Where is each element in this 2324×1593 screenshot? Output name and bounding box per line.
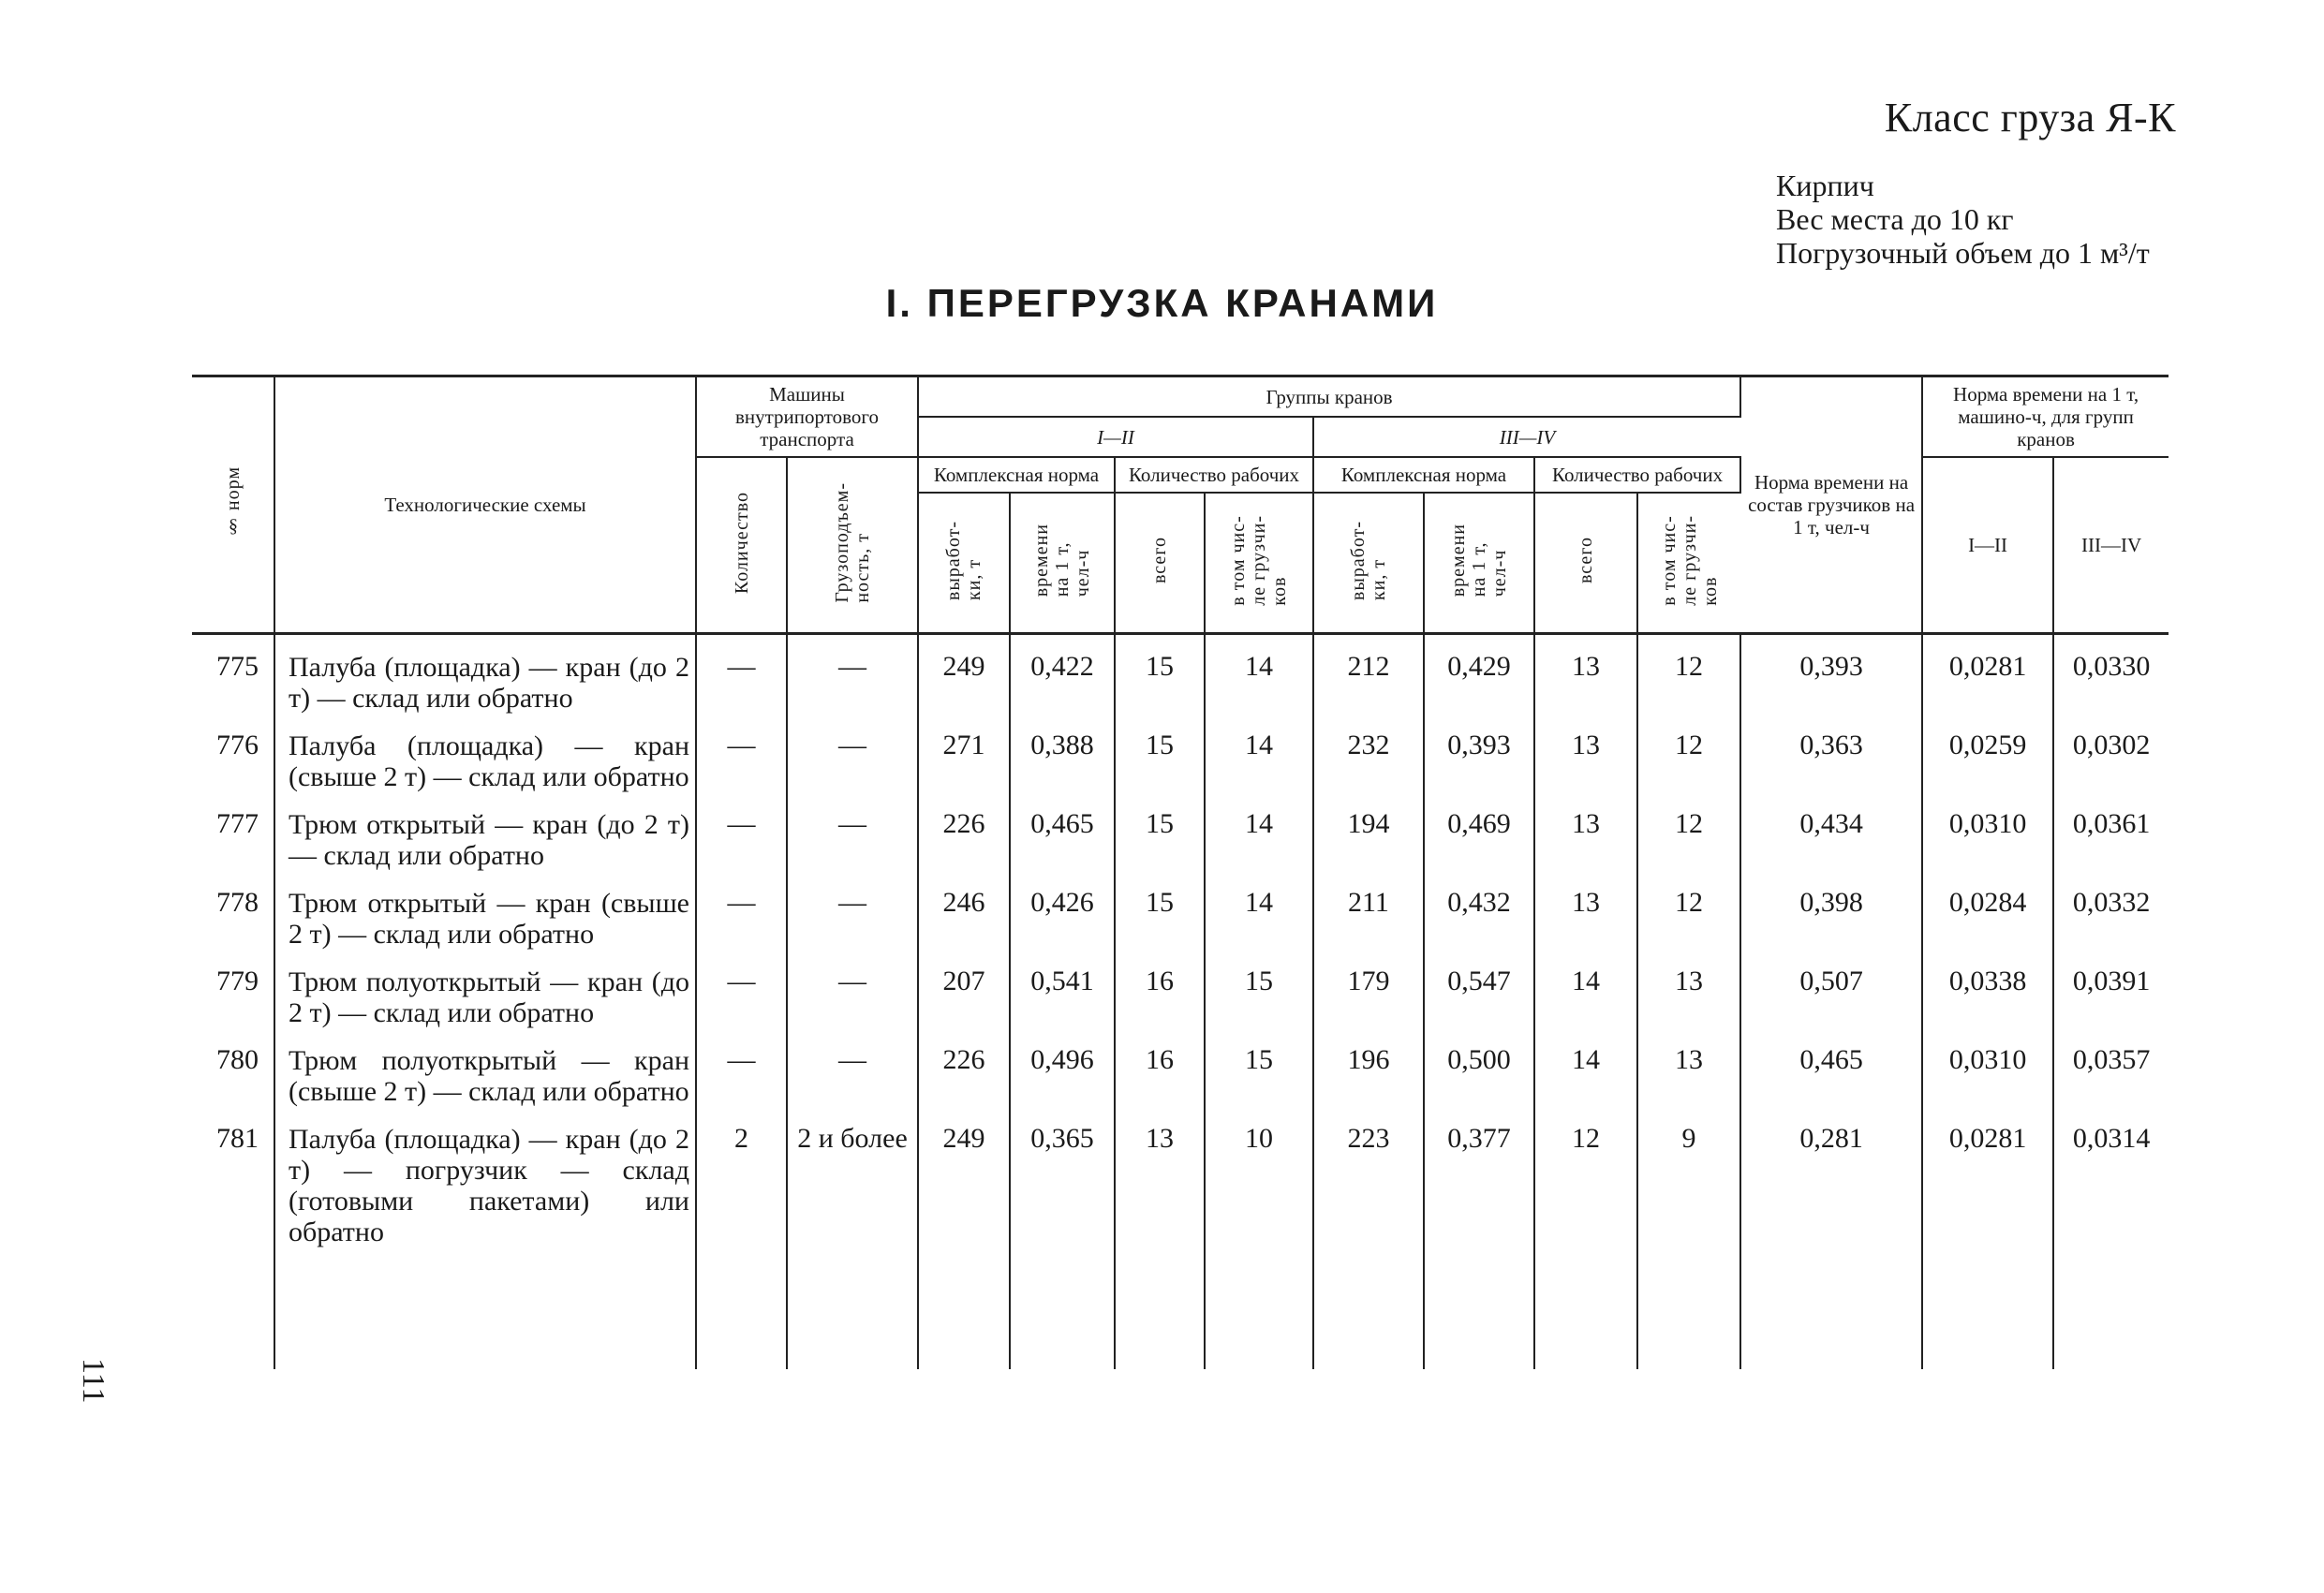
filler-cell	[1637, 1247, 1740, 1369]
cell-loaders-3-4: 12	[1637, 714, 1740, 792]
cell-time-1-2: 0,426	[1010, 871, 1115, 950]
cell-norm-no: 777	[192, 792, 274, 871]
header-loaders-3-4: в том чис- ле грузчи- ков	[1637, 493, 1740, 633]
cell-crew-norm: 0,393	[1740, 633, 1922, 714]
cell-capacity: —	[787, 792, 918, 871]
cell-norm-no: 780	[192, 1028, 274, 1107]
header-loaders-1-2: в том чис- ле грузчи- ков	[1205, 493, 1313, 633]
cell-scheme: Палуба (площадка) — кран (свыше 2 т) — склад или обратно	[274, 714, 696, 792]
page-number: 111	[76, 1358, 111, 1404]
cell-output-1-2: 226	[918, 792, 1010, 871]
cell-total-3-4: 13	[1534, 714, 1637, 792]
cell-total-1-2: 16	[1115, 950, 1205, 1028]
header-complex-norm-3-4: Комплексная норма	[1313, 457, 1534, 493]
filler-cell	[1010, 1247, 1115, 1369]
cell-total-3-4: 14	[1534, 1028, 1637, 1107]
header-crane-groups: Группы кранов	[918, 376, 1740, 418]
cell-scheme: Палуба (площадка) — кран (до 2 т) — склад или обратно	[274, 633, 696, 714]
norms-table-wrapper	[192, 375, 2169, 1369]
cell-qty: —	[696, 714, 787, 792]
cell-loaders-1-2: 14	[1205, 633, 1313, 714]
cell-time-3-4: 0,377	[1424, 1107, 1534, 1247]
cell-output-3-4: 223	[1313, 1107, 1424, 1247]
cell-time-3-4: 0,547	[1424, 950, 1534, 1028]
cell-capacity: —	[787, 1028, 918, 1107]
header-output-1-2: выработ- ки, т	[918, 493, 1010, 633]
cell-crew-norm: 0,434	[1740, 792, 1922, 871]
filler-cell	[1424, 1247, 1534, 1369]
cell-output-1-2: 246	[918, 871, 1010, 950]
header-crew-time-norm: Норма времени на состав грузчиков на 1 т, чел-ч	[1740, 376, 1922, 634]
cell-loaders-1-2: 14	[1205, 871, 1313, 950]
cell-time-3-4: 0,432	[1424, 871, 1534, 950]
cell-qty: 2	[696, 1107, 787, 1247]
cell-total-1-2: 16	[1115, 1028, 1205, 1107]
cell-mt-3-4: 0,0314	[2072, 1122, 2151, 1154]
cell-mt-1-2: 0,0281	[1922, 633, 2053, 714]
header-machines-qty: Количество	[696, 457, 787, 633]
cargo-volume: Погрузочный объем до 1 м³/т	[1776, 236, 2150, 270]
cell-mt-3-4: 0,0361	[2072, 807, 2151, 839]
table-row	[192, 871, 2169, 950]
header-group-3-4: III—IV	[1313, 417, 1740, 457]
cell-time-1-2: 0,365	[1010, 1107, 1115, 1247]
cell-loaders-3-4: 13	[1637, 950, 1740, 1028]
cell-total-3-4: 12	[1534, 1107, 1637, 1247]
cell-loaders-1-2: 14	[1205, 792, 1313, 871]
cell-total-3-4: 14	[1534, 950, 1637, 1028]
cell-mt-1-2: 0,0284	[1922, 871, 2053, 950]
cargo-weight: Вес места до 10 кг	[1776, 202, 2014, 236]
cell-output-3-4: 212	[1313, 633, 1424, 714]
cell-norm-no: 779	[192, 950, 274, 1028]
cell-mt-1-2: 0,0259	[1922, 714, 2053, 792]
header-machines: Машины внутрипортового транспорта	[696, 376, 918, 458]
cell-norm-no: 775	[192, 633, 274, 714]
cell-loaders-3-4: 9	[1637, 1107, 1740, 1247]
cell-capacity: —	[787, 871, 918, 950]
header-time-1-2: времени на 1 т, чел-ч	[1010, 493, 1115, 633]
cell-time-1-2: 0,388	[1010, 714, 1115, 792]
filler-cell	[2053, 1247, 2169, 1369]
cell-mt-3-4: 0,0332	[2072, 886, 2151, 918]
cell-output-3-4: 232	[1313, 714, 1424, 792]
header-group-1-2: I—II	[918, 417, 1313, 457]
cell-loaders-3-4: 12	[1637, 871, 1740, 950]
cell-mt-3-4: 0,0357	[2072, 1043, 2151, 1075]
cell-total-3-4: 13	[1534, 792, 1637, 871]
cell-time-1-2: 0,496	[1010, 1028, 1115, 1107]
header-output-3-4: выработ- ки, т	[1313, 493, 1424, 633]
header-complex-norm-1-2: Комплексная норма	[918, 457, 1115, 493]
header-total-3-4: всего	[1534, 493, 1637, 633]
cell-loaders-3-4: 12	[1637, 792, 1740, 871]
cell-time-1-2: 0,465	[1010, 792, 1115, 871]
cell-mt-3-4: 0,0391	[2072, 965, 2151, 996]
cell-crew-norm: 0,398	[1740, 871, 1922, 950]
table-filler-row	[192, 1247, 2169, 1369]
filler-cell	[274, 1247, 696, 1369]
cell-scheme: Трюм открытый — кран (свыше 2 т) — склад или обратно	[274, 871, 696, 950]
header-workers-qty-3-4: Количество рабочих	[1534, 457, 1740, 493]
filler-cell	[1740, 1247, 1922, 1369]
header-scheme: Технологические схемы	[274, 376, 696, 634]
header-workers-qty-1-2: Количество рабочих	[1115, 457, 1313, 493]
filler-cell	[1115, 1247, 1205, 1369]
cell-qty: —	[696, 950, 787, 1028]
header-norm-no: § норм	[192, 376, 274, 634]
cell-total-3-4: 13	[1534, 871, 1637, 950]
header-machine-time-norm: Норма времени на 1 т, машино-ч, для групп кранов	[1922, 376, 2169, 458]
cell-output-3-4: 179	[1313, 950, 1424, 1028]
cell-crew-norm: 0,465	[1740, 1028, 1922, 1107]
cell-capacity: 2 и более	[787, 1107, 918, 1247]
filler-cell	[1534, 1247, 1637, 1369]
cell-loaders-3-4: 12	[1637, 633, 1740, 714]
cell-time-3-4: 0,469	[1424, 792, 1534, 871]
filler-cell	[696, 1247, 787, 1369]
filler-cell	[1205, 1247, 1313, 1369]
cell-output-1-2: 249	[918, 1107, 1010, 1247]
cell-loaders-1-2: 10	[1205, 1107, 1313, 1247]
cell-crew-norm: 0,363	[1740, 714, 1922, 792]
cell-total-1-2: 15	[1115, 792, 1205, 871]
filler-cell	[787, 1247, 918, 1369]
cell-time-1-2: 0,541	[1010, 950, 1115, 1028]
cell-scheme: Трюм полуоткрытый — кран (свыше 2 т) — склад или обратно	[274, 1028, 696, 1107]
cell-qty: —	[696, 1028, 787, 1107]
table-row	[192, 950, 2169, 1028]
cell-qty: —	[696, 633, 787, 714]
filler-cell	[918, 1247, 1010, 1369]
cell-time-3-4: 0,429	[1424, 633, 1534, 714]
table-row	[192, 792, 2169, 871]
table-row	[192, 714, 2169, 792]
cell-time-3-4: 0,500	[1424, 1028, 1534, 1107]
table-body	[192, 633, 2169, 1369]
cell-capacity: —	[787, 714, 918, 792]
cell-scheme: Палуба (площадка) — кран (до 2 т) — погрузчик — склад (готовыми пакетами) или обратно	[274, 1107, 696, 1247]
cell-total-1-2: 15	[1115, 714, 1205, 792]
cell-time-1-2: 0,422	[1010, 633, 1115, 714]
cell-mt-1-2: 0,0310	[1922, 792, 2053, 871]
cell-norm-no: 778	[192, 871, 274, 950]
header-total-1-2: всего	[1115, 493, 1205, 633]
filler-cell	[1922, 1247, 2053, 1369]
cell-crew-norm: 0,281	[1740, 1107, 1922, 1247]
cell-mt-1-2: 0,0338	[1922, 950, 2053, 1028]
cargo-class-title: Класс груза Я-К	[1884, 95, 2176, 140]
cell-scheme: Трюм открытый — кран (до 2 т) — склад или обратно	[274, 792, 696, 871]
cargo-name: Кирпич	[1776, 169, 1874, 202]
cell-output-1-2: 271	[918, 714, 1010, 792]
cell-crew-norm: 0,507	[1740, 950, 1922, 1028]
cell-qty: —	[696, 871, 787, 950]
filler-cell	[192, 1247, 274, 1369]
cell-mt-1-2: 0,0281	[1922, 1107, 2053, 1247]
cell-norm-no: 776	[192, 714, 274, 792]
cell-loaders-1-2: 15	[1205, 950, 1313, 1028]
cell-mt-1-2: 0,0310	[1922, 1028, 2053, 1107]
norms-table	[192, 375, 2169, 1369]
cargo-info	[1776, 169, 2150, 270]
cell-capacity: —	[787, 950, 918, 1028]
cell-capacity: —	[787, 633, 918, 714]
cell-output-1-2: 226	[918, 1028, 1010, 1107]
cell-output-3-4: 196	[1313, 1028, 1424, 1107]
cell-output-3-4: 211	[1313, 871, 1424, 950]
cell-qty: —	[696, 792, 787, 871]
cell-loaders-1-2: 15	[1205, 1028, 1313, 1107]
cell-total-1-2: 15	[1115, 871, 1205, 950]
header-time-3-4: времени на 1 т, чел-ч	[1424, 493, 1534, 633]
cell-total-3-4: 13	[1534, 633, 1637, 714]
header-machines-capacity: Грузоподъем- ность, т	[787, 457, 918, 633]
filler-cell	[1313, 1247, 1424, 1369]
table-row	[192, 1028, 2169, 1107]
cell-mt-3-4: 0,0302	[2072, 729, 2151, 760]
table-row	[192, 633, 2169, 714]
table-header	[192, 376, 2169, 634]
cell-total-1-2: 13	[1115, 1107, 1205, 1247]
cell-output-1-2: 249	[918, 633, 1010, 714]
cell-loaders-1-2: 14	[1205, 714, 1313, 792]
table-row	[192, 1107, 2169, 1247]
cell-output-1-2: 207	[918, 950, 1010, 1028]
cell-scheme: Трюм полуоткрытый — кран (до 2 т) — склад или обратно	[274, 950, 696, 1028]
cell-time-3-4: 0,393	[1424, 714, 1534, 792]
header-mt-group-1-2: I—II	[1922, 457, 2053, 633]
cell-total-1-2: 15	[1115, 633, 1205, 714]
cell-mt-3-4: 0,0330	[2072, 650, 2151, 682]
section-title: I. ПЕРЕГРУЗКА КРАНАМИ	[885, 281, 1439, 325]
cell-loaders-3-4: 13	[1637, 1028, 1740, 1107]
cell-norm-no: 781	[192, 1107, 274, 1247]
header-mt-group-3-4: III—IV	[2053, 457, 2169, 633]
cell-output-3-4: 194	[1313, 792, 1424, 871]
